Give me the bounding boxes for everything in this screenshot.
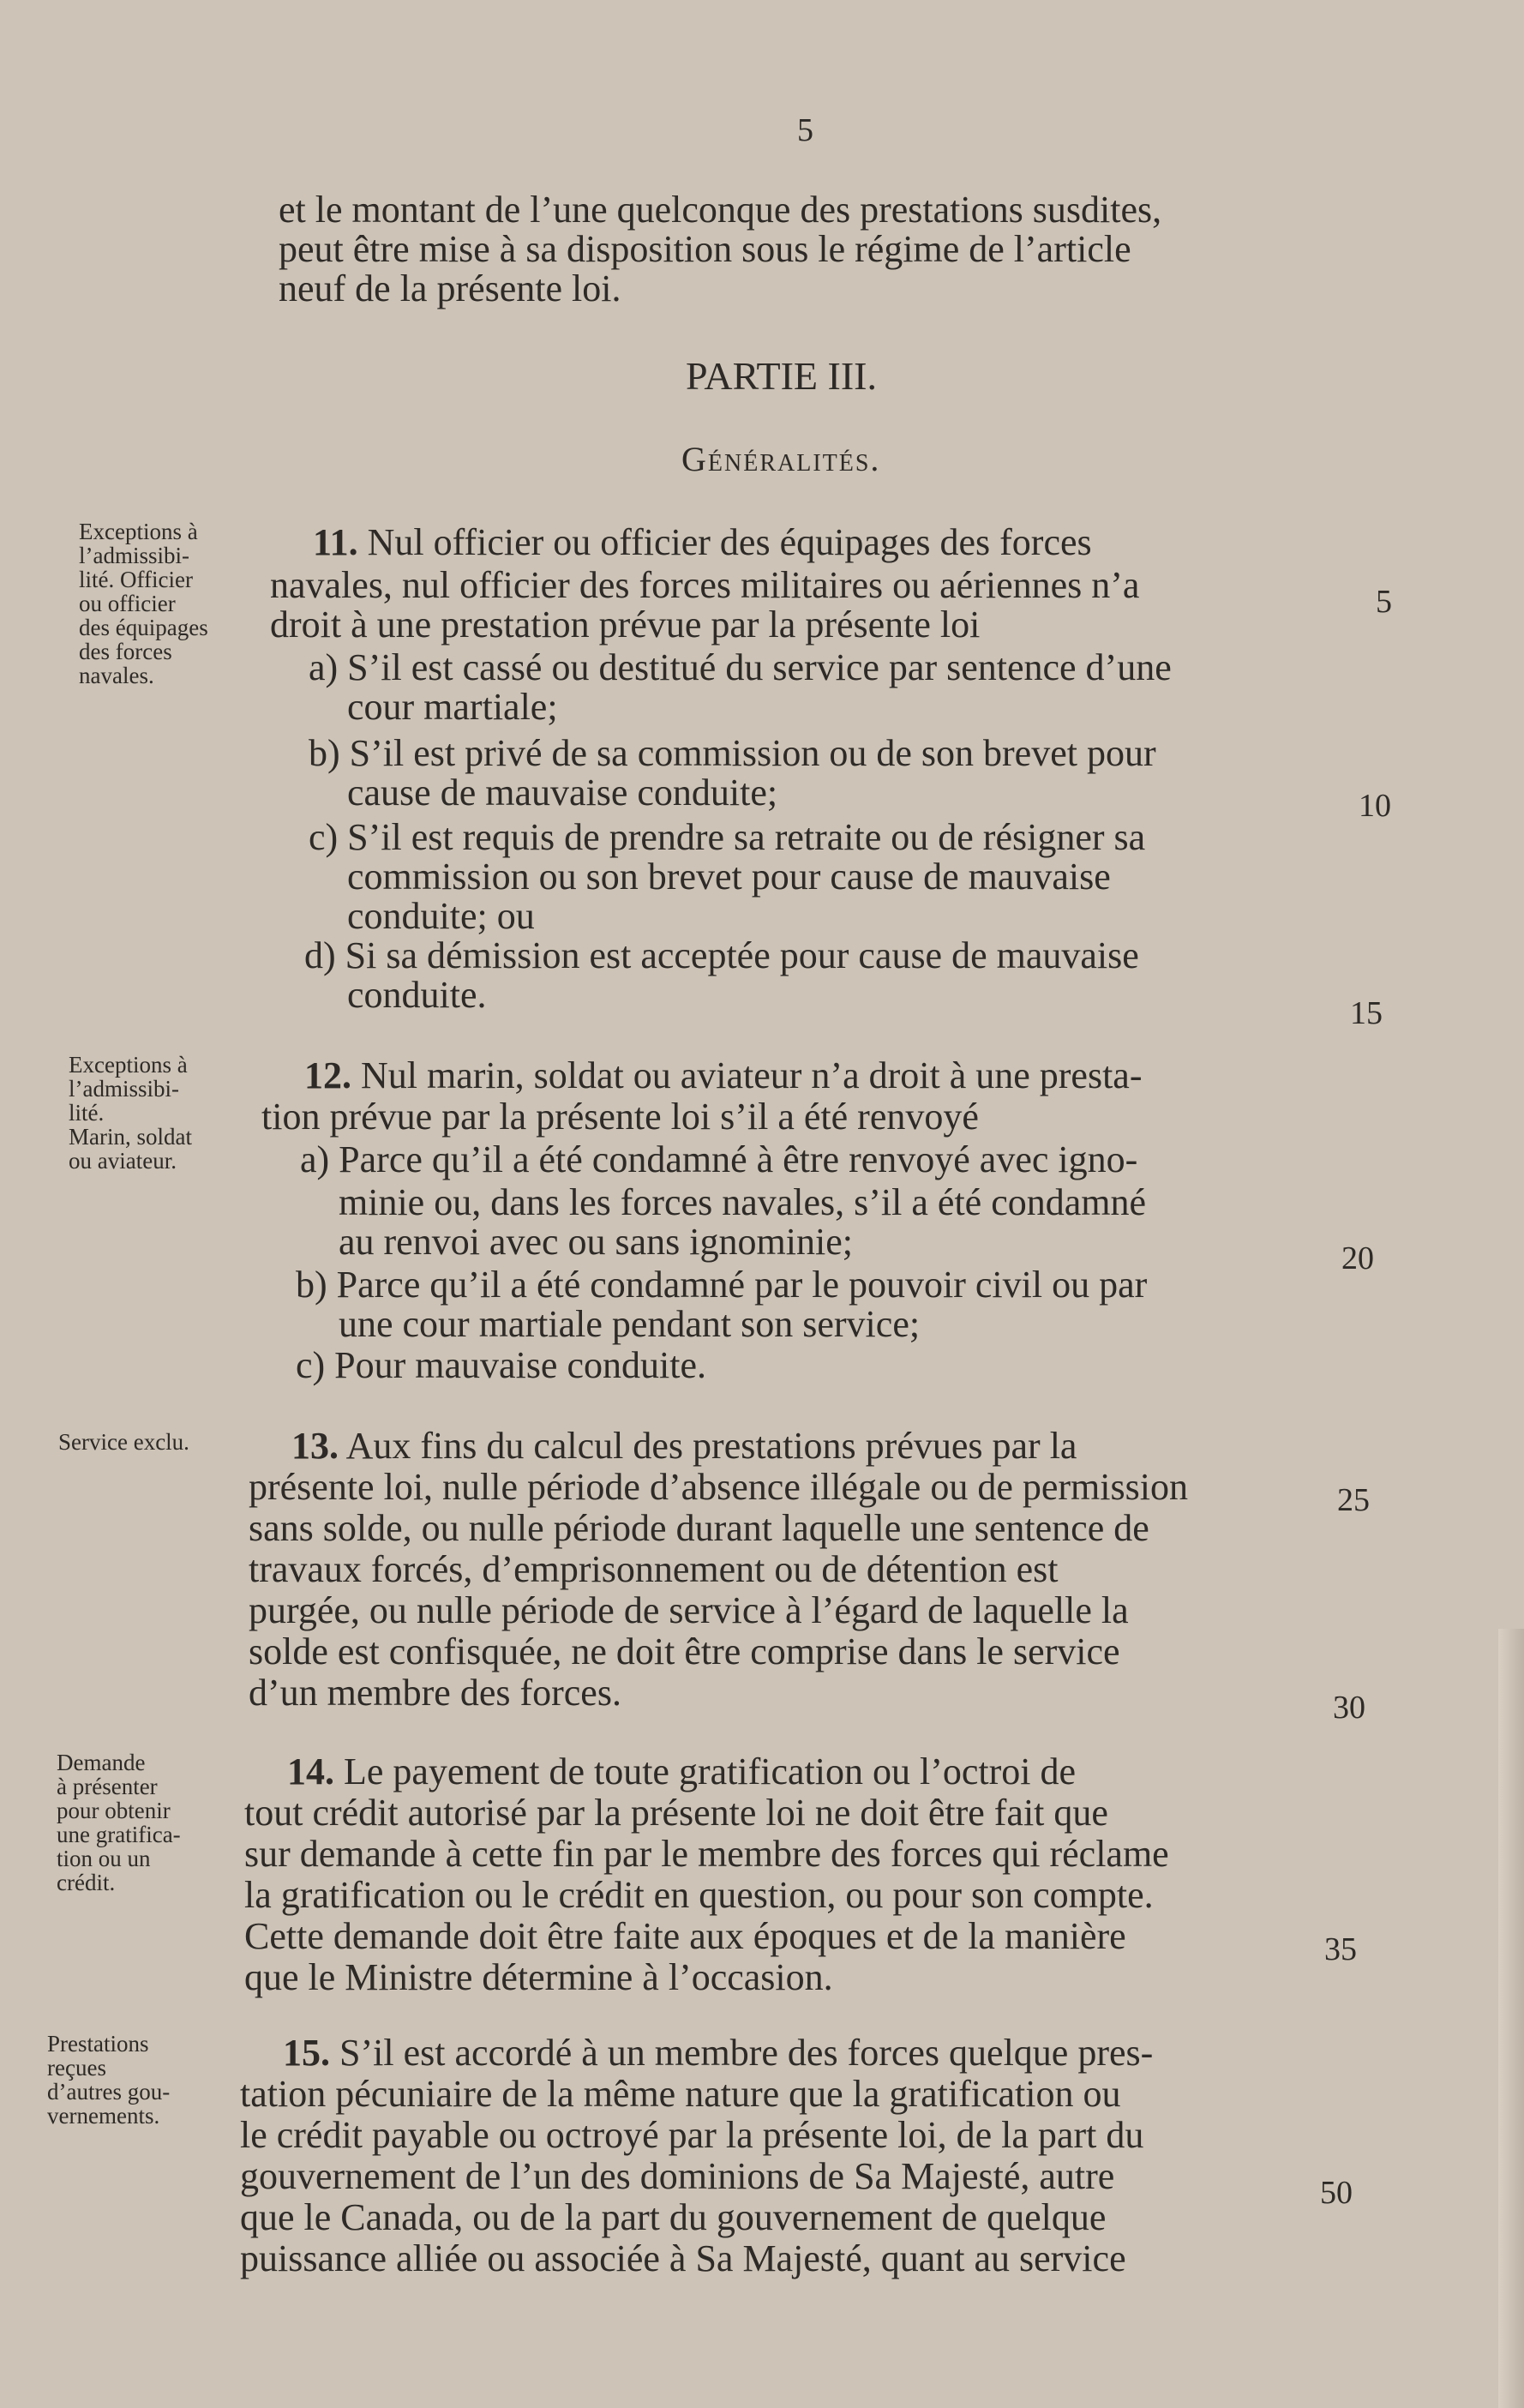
section-13-line: purgée, ou nulle période de service à l’égard de laquelle la: [249, 1589, 1129, 1631]
line-number: 20: [1341, 1240, 1374, 1276]
section-15-line: que le Canada, ou de la part du gouvernement de quelque: [240, 2196, 1107, 2238]
section-11-line: droit à une prestation prévue par la présente loi: [270, 604, 981, 646]
line-number: 5: [1376, 584, 1392, 620]
section-11-line: commission ou son brevet pour cause de mauvaise: [347, 856, 1111, 898]
section-13-line: d’un membre des forces.: [249, 1672, 621, 1714]
section-12-line: au renvoi avec ou sans ignominie;: [339, 1221, 853, 1263]
line-number: 25: [1337, 1482, 1370, 1518]
section-12-line: minie ou, dans les forces navales, s’il a été condamné: [339, 1181, 1147, 1223]
line-number: 30: [1333, 1690, 1365, 1726]
section-15-line: le crédit payable ou octroyé par la présente loi, de la part du: [240, 2114, 1144, 2156]
section-11-line: conduite.: [347, 974, 487, 1016]
section-14-line: sur demande à cette fin par le membre des forces qui réclame: [244, 1833, 1169, 1875]
section-15-line: puissance alliée ou associée à Sa Majesté, quant au service: [240, 2237, 1126, 2279]
margin-note-13: Service exclu.: [58, 1429, 189, 1455]
section-number: 15.: [283, 2032, 330, 2074]
margin-note-14: Demande à présenter pour obtenir une gratifica- tion ou un crédit.: [57, 1750, 181, 1895]
margin-note-11: Exceptions à l’admissibi- lité. Officier ou officier des équipages des forces navales.: [79, 519, 208, 688]
section-11-line: b) S’il est privé de sa commission ou de son brevet pour: [309, 732, 1156, 774]
section-12-line: 12. Nul marin, soldat ou aviateur n’a droit à une presta-: [304, 1054, 1143, 1096]
section-15-line: tation pécuniaire de la même nature que la gratification ou: [240, 2073, 1121, 2115]
section-12-line: a) Parce qu’il a été condamné à être renvoyé avec igno-: [300, 1138, 1138, 1180]
margin-note-12: Exceptions à l’admissibi- lité. Marin, soldat ou aviateur.: [69, 1052, 192, 1174]
section-12-line: b) Parce qu’il a été condamné par le pouvoir civil ou par: [296, 1264, 1148, 1306]
section-11-line: cause de mauvaise conduite;: [347, 772, 778, 814]
section-11-line: cour martiale;: [347, 686, 558, 728]
section-14-line: Cette demande doit être faite aux époques et de la manière: [244, 1915, 1126, 1957]
section-14-line: tout crédit autorisé par la présente loi ne doit être fait que: [244, 1792, 1108, 1834]
section-number: 11.: [313, 521, 358, 563]
section-15-line: 15. S’il est accordé à un membre des forces quelque pres-: [283, 2032, 1154, 2074]
section-11-line: navales, nul officier des forces militaires ou aériennes n’a: [270, 564, 1140, 606]
section-14-line: 14. Le payement de toute gratification ou l’octroi de: [287, 1750, 1077, 1792]
section-12-line: une cour martiale pendant son service;: [339, 1303, 921, 1345]
section-14-line: que le Ministre détermine à l’occasion.: [244, 1956, 833, 1998]
section-14-line: la gratification ou le crédit en question, ou pour son compte.: [244, 1874, 1154, 1916]
section-12-line: c) Pour mauvaise conduite.: [296, 1344, 706, 1386]
part-subtitle: Généralités.: [681, 440, 881, 478]
section-11-line: conduite; ou: [347, 895, 535, 937]
part-title: PARTIE III.: [686, 354, 877, 398]
page-number: 5: [797, 112, 813, 148]
section-13-line: travaux forcés, d’emprisonnement ou de détention est: [249, 1548, 1059, 1590]
line-number: 35: [1324, 1931, 1357, 1967]
line-number: 15: [1350, 995, 1383, 1031]
intro-line: neuf de la présente loi.: [279, 267, 621, 309]
section-number: 12.: [304, 1054, 351, 1096]
section-11-line: c) S’il est requis de prendre sa retraite ou de résigner sa: [309, 816, 1146, 858]
intro-line: et le montant de l’une quelconque des prestations susdites,: [279, 189, 1162, 231]
section-13-line: sans solde, ou nulle période durant laquelle une sentence de: [249, 1507, 1149, 1549]
line-number: 10: [1359, 788, 1391, 824]
section-12-line: tion prévue par la présente loi s’il a été renvoyé: [261, 1096, 979, 1138]
section-15-line: gouvernement de l’un des dominions de Sa Majesté, autre: [240, 2155, 1115, 2197]
intro-line: peut être mise à sa disposition sous le régime de l’article: [279, 228, 1131, 270]
section-11-line: d) Si sa démission est acceptée pour cause de mauvaise: [304, 934, 1139, 976]
section-13-line: présente loi, nulle période d’absence illégale ou de permission: [249, 1466, 1188, 1508]
section-number: 13.: [291, 1425, 339, 1467]
section-11-line: a) S’il est cassé ou destitué du service par sentence d’une: [309, 646, 1172, 688]
section-number: 14.: [287, 1750, 334, 1792]
section-13-line: 13. Aux fins du calcul des prestations prévues par la: [291, 1425, 1077, 1467]
page-edge: [1498, 1629, 1524, 2408]
line-number: 50: [1320, 2175, 1353, 2211]
margin-note-15: Prestations reçues d’autres gou- vernements.: [47, 2031, 171, 2129]
section-11-line: 11. Nul officier ou officier des équipages des forces: [313, 521, 1092, 563]
section-13-line: solde est confisquée, ne doit être comprise dans le service: [249, 1630, 1120, 1672]
